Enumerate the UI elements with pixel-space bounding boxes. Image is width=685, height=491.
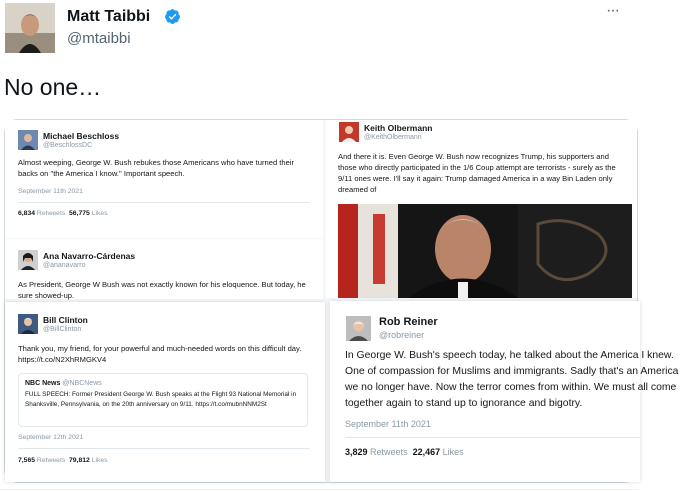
clinton-handle: @BillClinton <box>43 326 82 333</box>
quote-text: FULL SPEECH: Former President George W. Bush speaks at the Flight 93 National Memorial in Shanksville, Pennsylvania, on the 20th anniversary on 9/11. https://t.co/mubnNNM2St <box>25 391 297 408</box>
clinton-quote-card <box>18 373 308 427</box>
navarro-avatar <box>18 250 38 270</box>
navarro-name: Ana Navarro-Cárdenas <box>43 251 136 261</box>
embedded-tweet-clinton <box>5 302 325 482</box>
verified-badge-icon <box>164 8 181 30</box>
reiner-handle: @robreiner <box>379 330 425 340</box>
embedded-tweet-navarro <box>5 239 323 299</box>
embedded-tweet-reiner <box>330 301 679 482</box>
reiner-text: In George W. Bush's speech today, he talked about the America I knew. One of compassion for Muslims and immigrants. Sadly that's an America we no longer have. Now the terror comes from within. We must all come together again to stand up to ignorance and bigotry. <box>345 350 679 409</box>
clinton-text: Thank you, my friend, for your powerful and much-needed words on this difficult day. https://t.co/N2XhRMGKV4 <box>18 344 302 364</box>
quote-handle: @NBCNews <box>62 380 102 387</box>
olbermann-video-thumbnail[interactable] <box>338 204 632 298</box>
beschloss-handle: @BeschlossDC <box>43 142 93 149</box>
more-options-icon[interactable]: ··· <box>606 2 619 19</box>
beschloss-avatar <box>18 130 38 150</box>
navarro-text: As President, George W Bush was not exactly known for his eloquence. But today, he sure showed-up. <box>18 280 306 300</box>
author-name[interactable]: Matt Taibbi <box>67 8 151 25</box>
author-handle[interactable]: @mtaibbi <box>67 30 131 47</box>
embedded-tweet-olbermann <box>326 120 637 298</box>
reiner-date: September 11th 2021 <box>345 419 431 429</box>
clinton-stats: 7,565 Retweets 79,812 Likes <box>18 457 108 464</box>
navarro-handle: @ananavarro <box>43 262 86 269</box>
beschloss-text: Almost weeping, George W. Bush rebukes those Americans who have turned their backs on "the America I know." Important speech. <box>18 158 295 178</box>
clinton-avatar <box>18 314 38 334</box>
olbermann-handle: @KeithOlbermann <box>364 134 422 141</box>
clinton-date: September 12th 2021 <box>18 434 84 441</box>
beschloss-name: Michael Beschloss <box>43 131 120 141</box>
reiner-stats: 3,829 Retweets 22,467 Likes <box>345 447 464 457</box>
reiner-name: Rob Reiner <box>379 316 438 328</box>
olbermann-name: Keith Olbermann <box>364 123 433 133</box>
olbermann-text: And there it is. Even George W. Bush now recognizes Trump, his supporters and those who directly participated in the 1/6 Coup attempt are terrorists - surely as the 9/11 ones were. I'll say it again: Trump damaged America in a way Bin Laden only dreamed of <box>338 152 616 194</box>
clinton-name: Bill Clinton <box>43 315 88 325</box>
quote-name: NBC News <box>25 380 61 387</box>
embedded-tweet-beschloss <box>5 120 323 238</box>
olbermann-avatar <box>339 122 359 142</box>
tweet-image[interactable] <box>4 119 679 483</box>
reiner-avatar <box>346 316 371 341</box>
author-avatar[interactable] <box>5 3 55 53</box>
beschloss-stats: 6,834 Retweets 56,775 Likes <box>18 210 108 217</box>
beschloss-date: September 11th 2021 <box>18 188 83 195</box>
tweet-text: No one… <box>4 74 102 100</box>
